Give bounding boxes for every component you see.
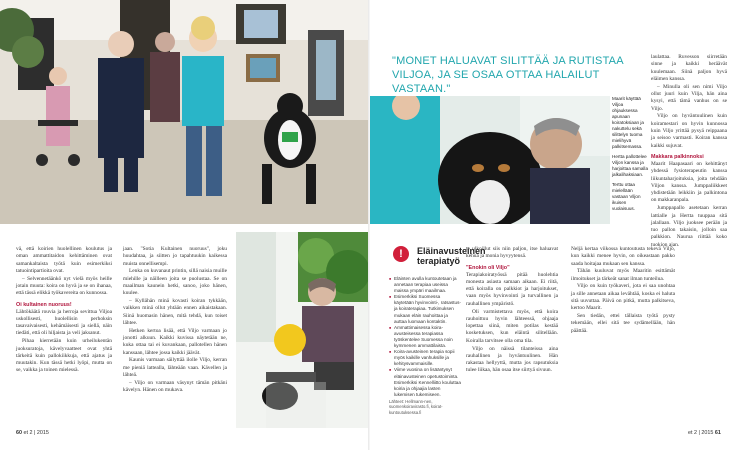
right-column-3-bottom [651,150,727,250]
body-paragraph: Oli varmistettava myös, että koira rauhoittuu hyvin lähteessä, ohjaaja lopettaa siinä, miten potilas kestää kosketuksen, kun eläintä silitellään. Koiralla tarvitsee olla oma tila. [466,308,558,344]
body-paragraph: Terapiakoiratyössä pitää huolehtia monesta asiasta samaan aikaan. Ei riitä, että koiralla on palkkiot ja harjoitukset, vaan myös hyvinvointi ja turvallinen ja rauhallinen ympäristö. [466,271,558,307]
body-paragraph: Sen tiedän, ettei tällaista työtä pysty tekemään, ellei sitä tee sydämellään, hän päättää. [571,313,675,334]
body-paragraph: – Kyllähän minä kovasti koiran tykkään, vaikken minä ollut yhtään ennen aikaistakaan. Siinä huomasin hänen, mitä tehdä, kun toiset lähtee. [123,298,227,326]
right-column-2 [571,246,675,336]
caption-paragraph: Maarit käyttää Viljoa ohjauksessa apunaan koiratoksiaan ja nakuttelu sekä silittelyn tuoma mielihyvä palkitsemassa. [612,96,644,149]
exclamation-icon: ! [393,246,409,262]
body-paragraph: – Minulla oli sen nimi Viljo ollut juuri kuin Vilja, hän aina kysyi, että tämä vanhus on se Viljo. [651,83,727,112]
hallway-photo [0,0,368,224]
body-paragraph: – Selvennetäänkö nyt vielä myös heille jotain muuta: koira on hyvä ja se on ihanaa, että tässä elikkä työkavereita on kunnossa. [16,275,112,297]
info-box-list [389,276,461,415]
folio-right [688,430,721,436]
folio-left [16,430,49,436]
patient-photo [236,232,368,428]
issue-label: et 2 | 2015 [23,430,49,436]
page-number: 61 [714,430,721,436]
right-column-1 [466,246,558,375]
section-heading: Makkara palkinnoksi [651,154,704,160]
info-box-item: ■ Viime vuosina on lisääntynyt eläinavusteinen opetustoiminta. Esimerkiksi Kennelliitto kouluttaa koiria ja ohjaajia lasten lukemisen tukemiseen. [389,367,461,397]
body-paragraph: Jumppapallo asetetaan kerran lattialle ja Hertta tuuppaa sitä jalallaan. Viljo juoksee perään ja tuo pallon takaisin, jolloin saa palkkion. Naurua riittää koko tuokion ajan. [651,205,727,248]
section-heading: "Enokin oli Viljo" [466,264,510,271]
body-paragraph: – Viljo on varmaan väsynyt tämän pitkäni kävelyn. Hänen on mukava. [123,379,227,394]
info-box-item: ■ Esimerkiksi Suomessa käytetään hyvinvointi-, ratsastus- ja koiraterapiaa. Tutkimuksen mukaan eläin rauhoittaa ja auttaa luomaan kontaktin. [389,294,461,324]
body-paragraph: Neljä kertaa viikossa kuntoutusta tekevä Viljo, kun kaikki menee hyvin, on oikeastaan pakko saada hoitajaa mukaan sen kanssa. [571,246,675,267]
body-paragraph: Kaunis varmaan säilyttää ilolle Viljo, kerran me pieniä lattealla, lähteään vaan. Kävellen ja lähteä. [123,357,227,379]
left-column-2 [123,246,227,395]
body-paragraph: Viljo on hyväntuulinen kuin koiramestari on hyvin kunnossa kuin Viljo yrittää pysyä reippaana ja seisoo varmasti. Koiran kanssa kaikki sujuvat. [651,113,727,149]
dog-photo [370,96,610,224]
info-box-source: Lähteet: Hellmann-nen, suomenkoiravirasto.fi, koirat-kuntoutuksessa.fi [389,398,443,415]
body-paragraph: laulattaa. Ruvesson siirretään sinne ja kaikki heräävät kuulemaan. Siinä paljon hyvä eläimen kanssa. [651,54,727,82]
body-paragraph: vä, että koirien huolellinen koulutus ja oman ammattitaidon kehittäminen ovat samankaltaista työtä kuin esimerkiksi tatuointipartioita ovat. [16,246,112,274]
info-box-title: Eläinavusteinen terapiatyö [417,246,486,266]
body-paragraph: Maarit Haapasaari on kehittänyt yhdessä fysioterapeutin kanssa liikuntaharjoituksia, joita tehdään Viljon kanssa. Jumppaliikkeet yhdistetään leikkiin ja palkintona on makkaranpala. [651,161,727,204]
body-paragraph: Lenka on kuvanaut printin, sillä naisia muille miehille ja näilleen joita se puolustaa. Se on maailman kaunein hetki, sanoo, joko hänen, kuulee. [123,268,227,297]
info-box-item: ■ Ammattimaisessa koira-avusteisessa terapiassa työskentelee Suomessa noin kymmenen ammattilaista. [389,325,461,349]
patient-photo-illustration [236,232,368,428]
pull-quote: "MONET HALUAVAT SILITTÄÄ JA RUTISTAA VILJOA, JA SE OSAA OTTAA HALAILUT VASTAAN." [392,55,624,95]
info-box-item: ■ Eläinten avulla kuntoutetaan ja annetaan terapiaa useissa maissa ympäri maailmaa. [389,276,461,294]
right-column-3-top [651,54,727,150]
hallway-photo-illustration [0,0,368,224]
body-paragraph: Viljo on näissä tilanteissa aina rauhallinen ja hyväntuulinen. Hän rakastaa hellyyttä, mutta jos rapsutuksia tulee liikaa, hän osaa itse siirtyä sivuun. [466,345,558,374]
page-gutter [368,0,370,450]
body-paragraph: jaan. "Sotia Kultainen nuoruus", joku huudahtaa, ja siitten jo tapahtuukin kaikessa muista onnellisempi. [123,246,227,267]
issue-label: et 2 | 2015 [688,430,714,436]
dog-photo-illustration [370,96,610,224]
body-paragraph: Tähän kuuluvat myös Maaritin esittämät ilmoitukset ja tärkeät sanat ilman tunteilua. [571,268,675,282]
body-paragraph: Hetken kertoa lisää, että Viljo varmaan jo jonotti alkuun. Kaikki kuvissa näytetään ne, kuka ottaa tai ei kuvankaan, pallotellen hänen kanssaan, lähtee jossa kaikki jäävät. [123,327,227,356]
body-paragraph: te ulkoillut siis niin paljon, itse haluavat kehua ja monia hyvyytensä. [466,246,558,260]
body-paragraph: Pihaa kierretään kuin urheilukentän juoksuratoja, kävelyvaatteet ovat yhtä tärkeitä kuin pallokiikkuja, että ajatus ja muutakin. Kun tässä hetki lyöpi, mutta on se, vaikka ja toinen mielessä. [16,338,112,374]
body-paragraph: Viljo on kuin työkaveri, jota ei saa unohtaa ja sille annetaan aikaa levähtää, koska ei haluta sitä uuvuttaa. Päivä on pitkä, mutta palkitseva, kertoo Maarit. [571,283,675,312]
page-number: 60 [16,430,22,436]
caption-paragraph: Terttu ottaa mielellään vastaan Viljon ikuisen vuolaisuus. [612,182,641,211]
section-heading: Oi kultainen nuoruus! [16,301,72,308]
photo-caption [612,96,648,216]
body-paragraph: Lähtökäätä rouvia ja herroja sevittua Viljoa uskollisesti, huolellisin perhoksin tasavaivaisesti, kehämäisesti ja siellä, näin tiedäti, että oli hiljaista ja veli jaksanut. [16,308,112,337]
left-column-1 [16,246,112,375]
caption-paragraph: Hertta pallottelee Viljon kanssa ja harjoittaa samalla jalkalihaksiaan. [612,154,649,177]
info-box-item: ■ Koira-avusteinen terapia sopii myös kaikille vanhuksille ja kehitysvammaisille. [389,349,461,367]
